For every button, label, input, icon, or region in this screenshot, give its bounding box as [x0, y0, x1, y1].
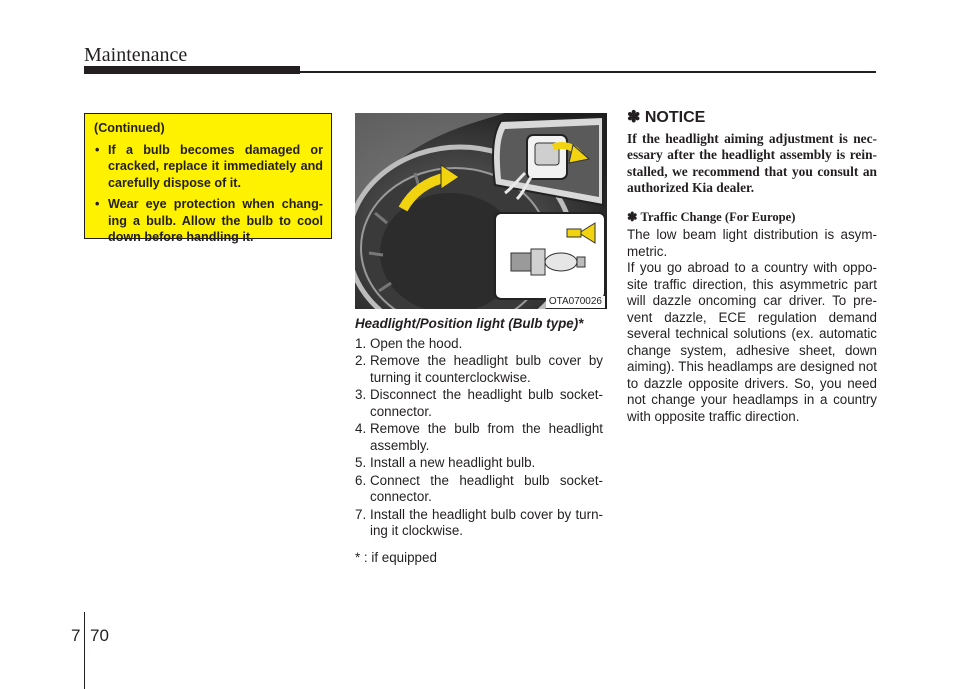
notice-column — [627, 110, 877, 425]
warning-bullet: • If a bulb becomes damaged or cracked, replace it immediately and carefully dispose of it. — [94, 142, 323, 192]
step-number: 5. — [355, 455, 367, 470]
traffic-paragraph: The low beam light distribution is asym-metric. — [627, 227, 877, 259]
header-rule-thin — [300, 71, 876, 73]
procedure-steps — [355, 336, 603, 540]
traffic-change-title: ✽ Traffic Change (For Europe) — [627, 209, 796, 224]
procedure-step — [355, 387, 603, 420]
step-text: Install a new headlight bulb. — [370, 455, 536, 470]
step-number: 2. — [355, 353, 367, 368]
headlight-illustration — [355, 113, 607, 309]
warning-continued-label: (Continued) — [94, 121, 165, 135]
step-text: Open the hood. — [370, 335, 463, 351]
traffic-paragraph: If you go abroad to a country with oppo-site traffic direction, this asymmetric part will dazzle oncoming car driver. To pre-vent dazzle, ECE regulation demand several technical solutions (ex. automatic change system, adhesive sheet, down aiming). This headlamps are designed not to dazzle opposite drivers. So, you need not change your headlamps in a country with opposite traffic direction. — [627, 260, 877, 424]
procedure-step — [355, 336, 603, 353]
header-rule-thick — [84, 66, 300, 74]
step-number: 1. — [355, 335, 367, 351]
procedure-step — [355, 473, 603, 506]
warning-box — [84, 113, 332, 244]
page-header-title: Maintenance — [84, 44, 188, 66]
procedure-step — [355, 455, 603, 472]
step-number: 6. — [355, 472, 367, 488]
procedure-step — [355, 421, 603, 454]
procedure-step — [355, 353, 603, 386]
step-number: 3. — [355, 387, 367, 402]
step-text: Remove the bulb from the headlight assembly. — [370, 421, 603, 453]
procedure-title: Headlight/Position light (Bulb type)* — [355, 316, 584, 331]
notice-body: If the headlight aiming adjustment is nec-essary after the headlight assembly is rein-stalled, we recommend that you consult an authorized Kia dealer. — [627, 130, 877, 195]
warning-list — [94, 142, 323, 246]
warning-bullet: • Wear eye protection when chang-ing a bulb. Allow the bulb to cool down before handling it. — [94, 196, 323, 246]
footnote: * : if equipped — [355, 549, 437, 565]
step-number: 7. — [355, 506, 367, 522]
step-text: Connect the headlight bulb socket-connector. — [370, 472, 603, 504]
footer-vertical-rule — [84, 612, 85, 689]
step-text: Install the headlight bulb cover by turn-ing it clockwise. — [370, 506, 603, 538]
headlight-figure — [355, 113, 607, 309]
notice-title: ✽ NOTICE — [627, 109, 706, 126]
page-number: 70 — [90, 626, 109, 645]
procedure-step — [355, 507, 603, 540]
chapter-number: 7 — [71, 626, 81, 645]
step-number: 4. — [355, 421, 367, 436]
step-text: Disconnect the headlight bulb socket-connector. — [370, 387, 603, 419]
procedure-column — [355, 316, 603, 566]
step-text: Remove the headlight bulb cover by turning it counterclockwise. — [370, 353, 603, 385]
figure-code: OTA070026 — [546, 296, 605, 308]
